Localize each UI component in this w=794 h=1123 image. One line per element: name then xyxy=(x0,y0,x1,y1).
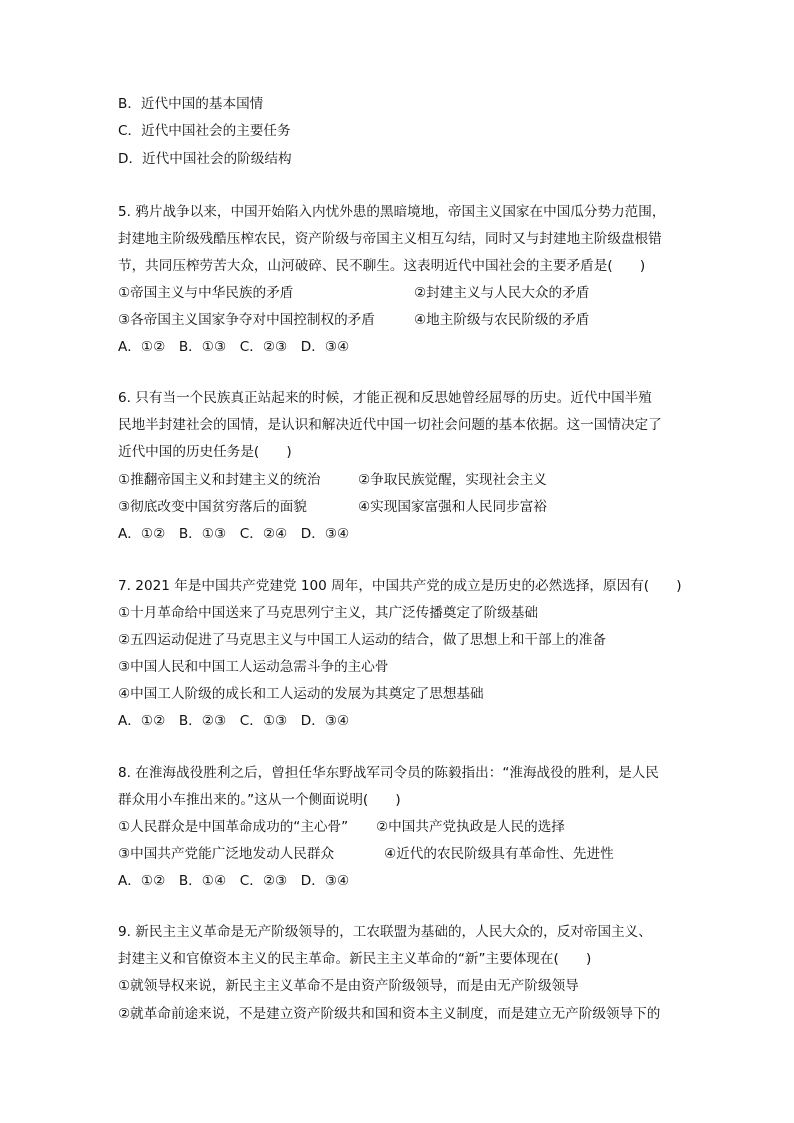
q7-statement-2: ②五四运动促进了马克思主义与中国工人运动的结合，做了思想上和干部上的准备 xyxy=(118,632,606,648)
q8-statement-3: ③中国共产党能广泛地发动人民群众 xyxy=(118,846,335,862)
q6-statement-2: ②争取民族觉醒，实现社会主义 xyxy=(358,472,547,488)
q5-statements-row2 xyxy=(118,311,688,329)
q5-statement-2: ②封建主义与人民大众的矛盾 xyxy=(414,285,590,301)
q5-stem-line2: 封建地主阶级残酷压榨农民，资产阶级与帝国主义相互勾结，同时又与封建地主阶级盘根错 xyxy=(118,231,662,247)
q4-option-c: C．近代中国社会的主要任务 xyxy=(118,123,291,139)
q6-stem-line3: 近代中国的历史任务是( ) xyxy=(118,444,292,460)
q5-statement-4: ④地主阶级与农民阶级的矛盾 xyxy=(414,312,590,328)
q5-stem-line3: 节，共同压榨劳苦大众，山河破碎、民不聊生。这表明近代中国社会的主要矛盾是( ) xyxy=(118,258,646,274)
q7-statement-1: ①十月革命给中国送来了马克思列宁主义，其广泛传播奠定了阶级基础 xyxy=(118,605,538,621)
q9-stem-line2: 封建主义和官僚资本主义的民主革命。新民主主义革命的“新”主要体现在( ) xyxy=(118,951,592,967)
q8-statement-4: ④近代的农民阶级具有革命性、先进性 xyxy=(384,846,614,862)
q5-statements-row1 xyxy=(118,284,688,302)
q8-answer-choices: A．①② B．①④ C．②③ D．③④ xyxy=(118,873,350,889)
q6-stem-line1: 6. 只有当一个民族真正站起来的时候，才能正视和反思她曾经屈辱的历史。近代中国半殖 xyxy=(118,390,652,406)
q8-statements-row2 xyxy=(118,845,688,863)
q7-statement-4: ④中国工人阶级的成长和工人运动的发展为其奠定了思想基础 xyxy=(118,686,484,702)
q9-statement-2: ②就革命前途来说，不是建立资产阶级共和国和资本主义制度，而是建立无产阶级领导下的 xyxy=(118,1006,661,1022)
q6-statements-row2 xyxy=(118,498,688,516)
q8-statements-row1 xyxy=(118,818,688,836)
q6-statement-4: ④实现国家富强和人民同步富裕 xyxy=(358,499,547,515)
q4-option-d: D．近代中国社会的阶级结构 xyxy=(118,151,292,167)
q8-statement-1: ①人民群众是中国革命成功的“主心骨” xyxy=(118,819,349,835)
q8-statement-2: ②中国共产党执政是人民的选择 xyxy=(376,819,565,835)
q5-statement-1: ①帝国主义与中华民族的矛盾 xyxy=(118,285,294,301)
q5-answer-choices: A．①② B．①③ C．②③ D．③④ xyxy=(118,339,350,355)
q7-stem-line1: 7. 2021 年是中国共产党建党 100 周年，中国共产党的成立是历史的必然选择，原因有( ) xyxy=(118,578,682,594)
q7-answer-choices: A．①② B．②③ C．①③ D．③④ xyxy=(118,713,350,729)
q6-statement-1: ①推翻帝国主义和封建主义的统治 xyxy=(118,472,321,488)
q5-statement-3: ③各帝国主义国家争夺对中国控制权的矛盾 xyxy=(118,312,375,328)
q6-answer-choices: A．①② B．①③ C．②④ D．③④ xyxy=(118,526,350,542)
q6-stem-line2: 民地半封建社会的国情，是认识和解决近代中国一切社会问题的基本依据。这一国情决定了 xyxy=(118,417,662,433)
q9-statement-1: ①就领导权来说，新民主主义革命不是由资产阶级领导，而是由无产阶级领导 xyxy=(118,978,579,994)
q8-stem-line1: 8. 在淮海战役胜利之后，曾担任华东野战军司令员的陈毅指出：“淮海战役的胜利，是人民 xyxy=(118,765,659,781)
q9-stem-line1: 9. 新民主主义革命是无产阶级领导的，工农联盟为基础的，人民大众的，反对帝国主义、 xyxy=(118,924,652,940)
q4-option-b: B．近代中国的基本国情 xyxy=(118,96,264,112)
q6-statement-3: ③彻底改变中国贫穷落后的面貌 xyxy=(118,499,307,515)
q6-statements-row1 xyxy=(118,471,688,489)
q7-statement-3: ③中国人民和中国工人运动急需斗争的主心骨 xyxy=(118,659,389,675)
q5-stem-line1: 5. 鸦片战争以来，中国开始陷入内忧外患的黑暗境地，帝国主义国家在中国瓜分势力范围， xyxy=(118,204,666,220)
q8-stem-line2: 群众用小车推出来的。”这从一个侧面说明( ) xyxy=(118,792,401,808)
